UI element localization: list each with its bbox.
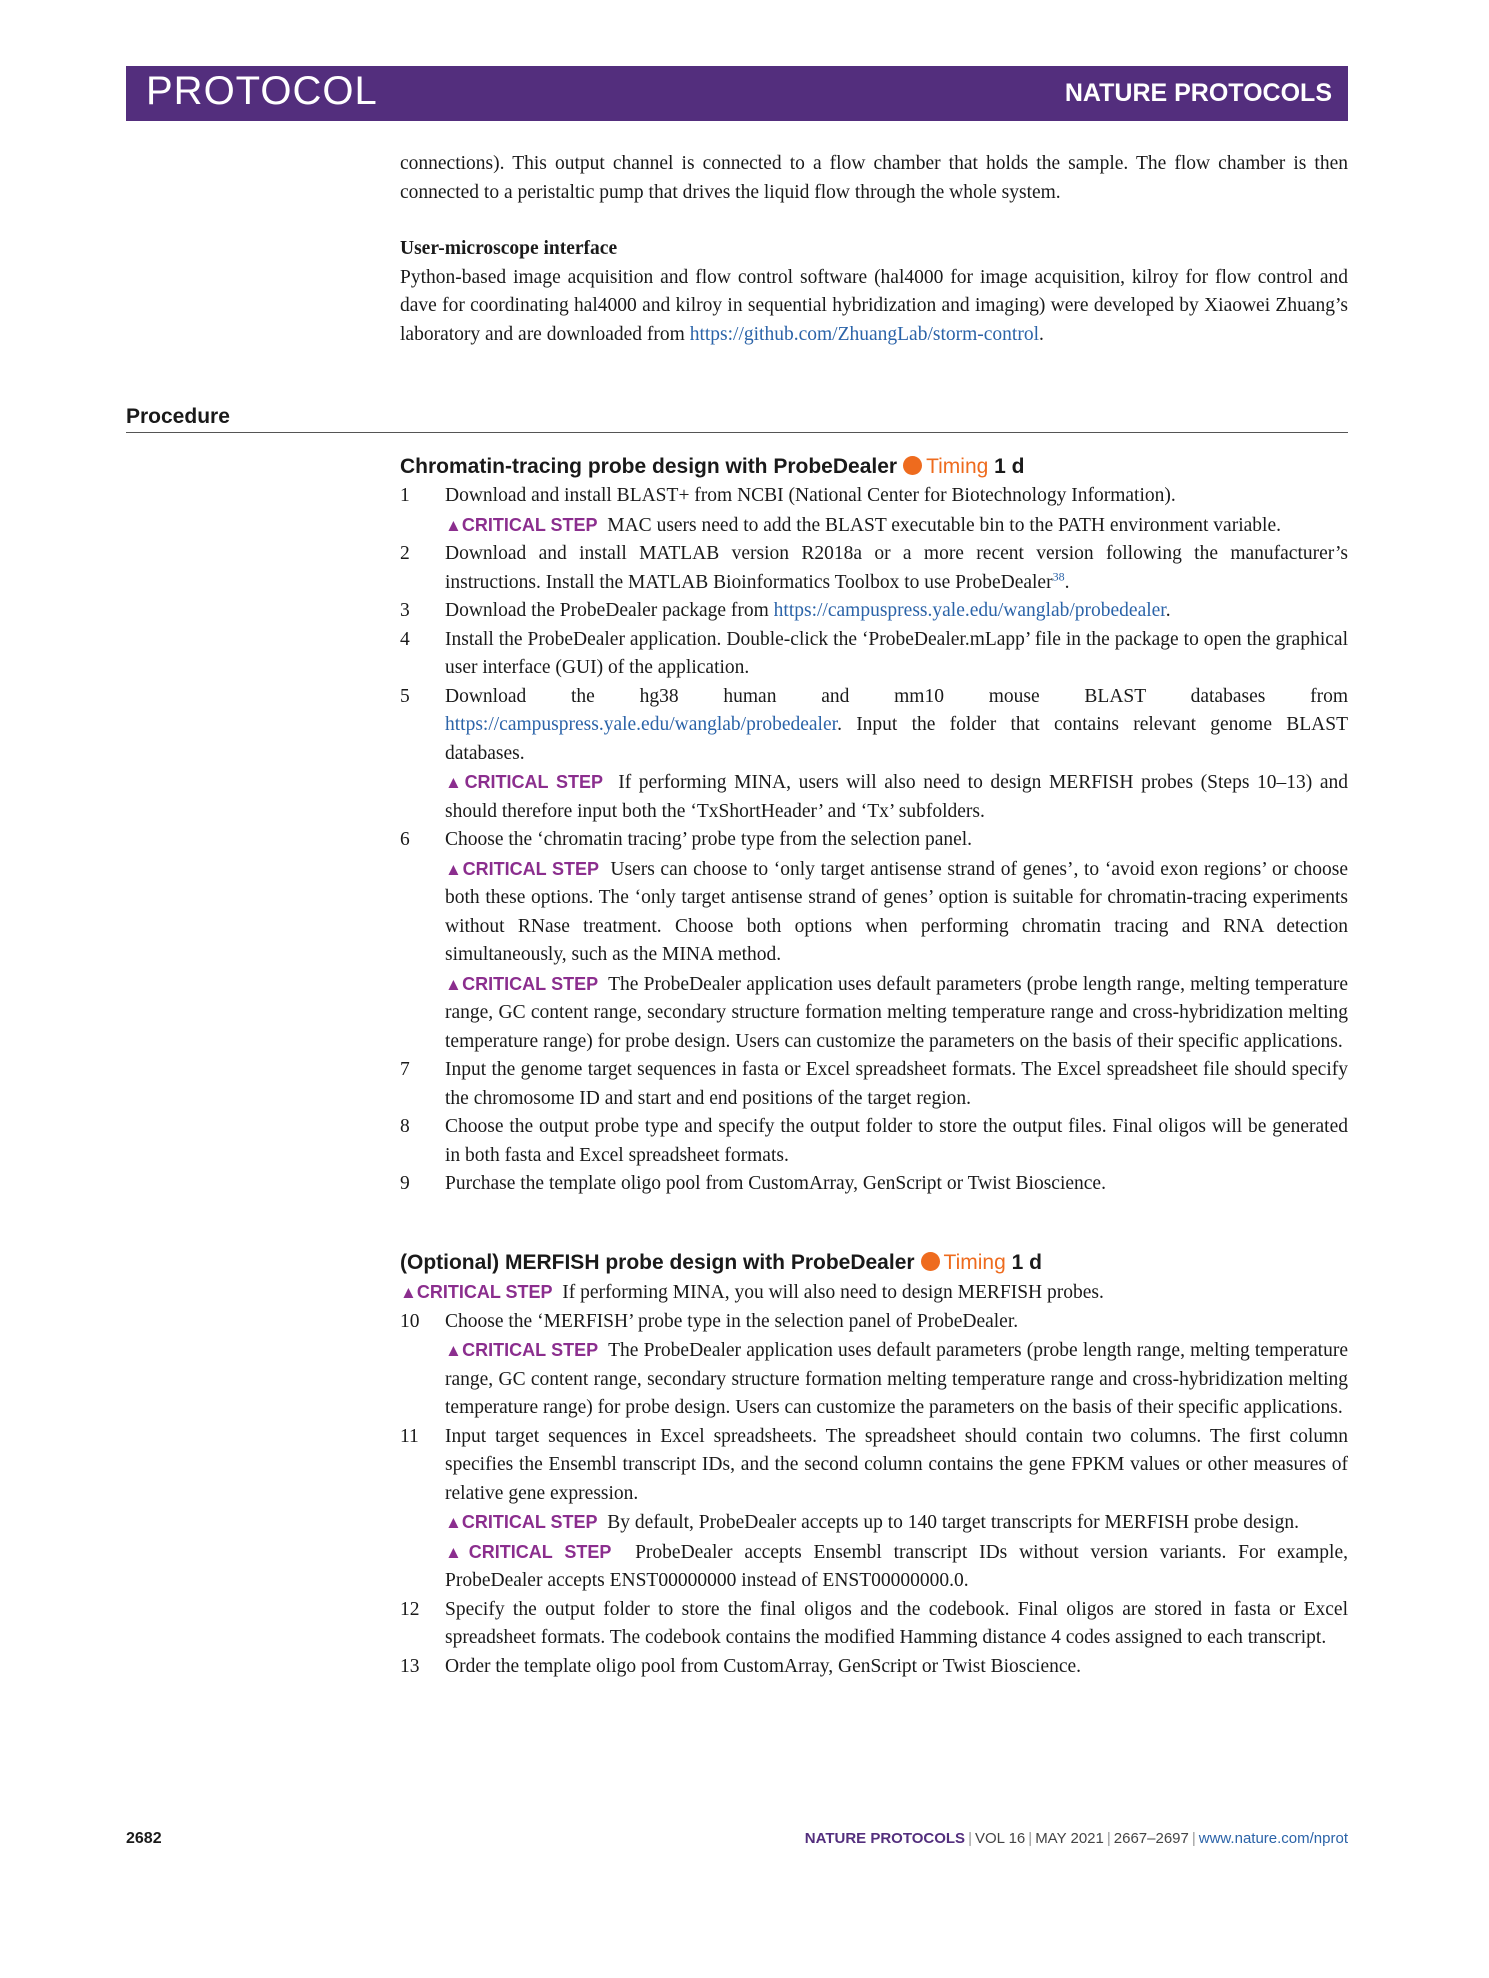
critical-step-label: ▲CRITICAL STEP xyxy=(445,858,600,879)
journal-name: NATURE PROTOCOLS xyxy=(1064,79,1332,107)
timing-dot-icon xyxy=(903,456,922,475)
header-banner xyxy=(126,66,1348,121)
section-merfish: (Optional) MERFISH probe design with ProbeDealer Timing 1 d ▲CRITICAL STEP If performing MINA, you will also need to design MERFISH probes. 10 Choose the ‘MERFISH’ probe type in the selection panel of ProbeDealer. ▲CRITICAL STEP The ProbeDealer application uses default parameters (probe length range, melting temperature range, GC content range, secondary structure formation melting temperature range and cross-hybridization melting temperature range) for probe design. Users can customize the parameters on the basis of their specific applications. 11 Input target sequences in Excel spreadsheets. The spreadsheet should contain two columns. The first column specifies the Ensembl transcript IDs, and the second column contains the gene FPKM values or other measures of relative gene expression. ▲CRITICAL STEP By default, ProbeDealer accepts up to 140 target transcripts for MERFISH probe design. ▲CRITICAL STEP ProbeDealer accepts Ensembl transcript IDs without version variants. For example, ProbeDealer accepts ENST00000000 instead of ENST00000000.0. 12 Specify the output folder to store the final oligos and the codebook. Final oligos are stored in fasta or Excel spreadsheet formats. The codebook contains the modified Hamming distance 4 codes assigned to each transcript. 13 Order the template oligo pool from CustomArray, GenScript or Twist Bioscience. xyxy=(400,1248,1348,1681)
critical-step-label: ▲CRITICAL STEP xyxy=(400,1282,553,1302)
interface-heading: User-microscope interface xyxy=(400,238,618,259)
step-11: 11 Input target sequences in Excel spreadsheets. The spreadsheet should contain two columns. The first column specifies the Ensembl transcript IDs, and the second column contains the gene FPKM values or other measures of relative gene expression. ▲CRITICAL STEP By default, ProbeDealer accepts up to 140 target transcripts for MERFISH probe design. ▲CRITICAL STEP ProbeDealer accepts Ensembl transcript IDs without version variants. For example, ProbeDealer accepts ENST00000000 instead of ENST00000000.0. xyxy=(400,1425,1349,1591)
section2-title: (Optional) MERFISH probe design with ProbeDealer Timing 1 d xyxy=(400,1251,1042,1274)
step-5: 5 Download the hg38 human and mm10 mouse BLAST databases from https://campuspress.yale.edu/wanglab/probedealer. Input the folder that contains relevant genome BLAST databases. ▲CRITICAL STEP If performing MINA, users will also need to design MERFISH probes (Steps 10–13) and should therefore input both the ‘TxShortHeader’ and ‘Tx’ subfolders. xyxy=(400,685,1349,822)
warning-triangle-icon: ▲ xyxy=(445,515,462,535)
intro-paragraph: connections). This output channel is connected to a flow chamber that holds the sample. The flow chamber is then connected to a peristaltic pump that drives the liquid flow through the whole system. xyxy=(400,153,1348,203)
interface-paragraph: Python-based image acquisition and flow control software (hal4000 for image acquisition, kilroy for flow control and dave for coordinating hal4000 and kilroy in sequential hybridization and imaging) were developed by Xiaowei Zhuang’s laboratory and are downloaded from https://github.com/ZhuangLab/storm-control. xyxy=(400,266,1348,345)
warning-triangle-icon: ▲ xyxy=(445,974,463,994)
critical-step-label: ▲CRITICAL STEP xyxy=(445,973,599,994)
warning-triangle-icon: ▲ xyxy=(445,1341,463,1360)
reference-38-link[interactable]: 38 xyxy=(1052,569,1065,583)
step-4: 4 Install the ProbeDealer application. Double-click the ‘ProbeDealer.mLapp’ file in the package to open the graphical user interface (GUI) of the application. xyxy=(400,628,1348,678)
storm-control-link[interactable]: https://github.com/ZhuangLab/storm-control xyxy=(689,323,1040,345)
procedure-heading: Procedure xyxy=(126,405,1348,433)
step-2: 2 Download and install MATLAB version R2018a or a more recent version following the manufacturer’s instructions. Install the MATLAB Bioinformatics Toolbox to use ProbeDealer$^{38}$. xyxy=(400,543,1348,593)
critical-step-label: ▲CRITICAL STEP xyxy=(445,1340,599,1360)
warning-triangle-icon: ▲ xyxy=(400,1283,417,1302)
section1-title: Chromatin-tracing probe design with ProbeDealer Timing 1 d xyxy=(400,455,1025,478)
critical-step-label: ▲CRITICAL STEP xyxy=(445,1541,612,1562)
step-13: 13 Order the template oligo pool from CustomArray, GenScript or Twist Bioscience. xyxy=(400,1655,1082,1677)
step-9: 9 Purchase the template oligo pool from CustomArray, GenScript or Twist Bioscience. xyxy=(400,1173,1106,1194)
page-number: 2682 xyxy=(126,1830,162,1847)
step-3: 3 Download the ProbeDealer package from https://campuspress.yale.edu/wanglab/probedealer. xyxy=(400,600,1171,621)
blast-db-link[interactable]: https://campuspress.yale.edu/wanglab/probedealer xyxy=(445,714,838,735)
step-7: 7 Input the genome target sequences in fasta or Excel spreadsheet formats. The Excel spreadsheet file should specify the chromosome ID and start and end positions of the target region. xyxy=(400,1059,1348,1109)
critical-step-label: ▲CRITICAL STEP xyxy=(445,1512,598,1532)
step-8: 8 Choose the output probe type and specify the output folder to store the output files. Final oligos will be generated in both fasta and Excel spreadsheet formats. xyxy=(400,1116,1348,1166)
warning-triangle-icon: ▲ xyxy=(445,859,463,879)
timing-dot-icon xyxy=(921,1252,940,1271)
warning-triangle-icon: ▲ xyxy=(445,773,465,792)
warning-triangle-icon: ▲ xyxy=(445,1542,469,1562)
journal-url-link[interactable]: www.nature.com/nprot xyxy=(1198,1830,1348,1847)
footer-citation: NATURE PROTOCOLS | VOL 16 | MAY 2021 | 2667–2697 | www.nature.com/nprot xyxy=(804,1830,1348,1847)
critical-step-label: ▲CRITICAL STEP xyxy=(445,772,603,792)
probedealer-link[interactable]: https://campuspress.yale.edu/wanglab/probedealer xyxy=(773,600,1166,621)
critical-step-label: ▲CRITICAL STEP xyxy=(445,514,598,535)
step-1: 1 Download and install BLAST+ from NCBI (National Center for Biotechnology Information). ▲CRITICAL STEP MAC users need to add the BLAST executable bin to the PATH environment variable. xyxy=(400,485,1281,536)
step-12: 12 Specify the output folder to store the final oligos and the codebook. Final oligos are stored in fasta or Excel spreadsheet formats. The codebook contains the modified Hamming distance 4 codes assigned to each transcript. xyxy=(400,1598,1348,1648)
intro-block xyxy=(400,150,1348,349)
warning-triangle-icon: ▲ xyxy=(445,1513,462,1532)
section-chromatin-tracing xyxy=(400,452,1348,1199)
step-10: 10 Choose the ‘MERFISH’ probe type in the selection panel of ProbeDealer. ▲CRITICAL STEP The ProbeDealer application uses default parameters (probe length range, melting temperature range, GC content range, secondary structure formation melting temperature range and cross-hybridization melting temperature range) for probe design. Users can customize the parameters on the basis of their specific applications. xyxy=(400,1310,1348,1418)
step-6: 6 Choose the ‘chromatin tracing’ probe type from the selection panel. ▲CRITICAL STEP Users can choose to ‘only target antisense strand of genes’, to ‘avoid exon regions’ or choose both these options. The ‘only target antisense strand of genes’ option is suitable for chromatin-tracing experiments without RNase treatment. Choose both options when performing chromatin tracing and RNA detection simultaneously, such as the MINA method. ▲CRITICAL STEP The ProbeDealer application uses default parameters (probe length range, melting temperature range, GC content range, secondary structure formation melting temperature range and cross-hybridization melting temperature range) for probe design. Users can customize the parameters on the basis of their specific applications. xyxy=(400,829,1348,1052)
protocol-label: PROTOCOL xyxy=(146,69,378,113)
